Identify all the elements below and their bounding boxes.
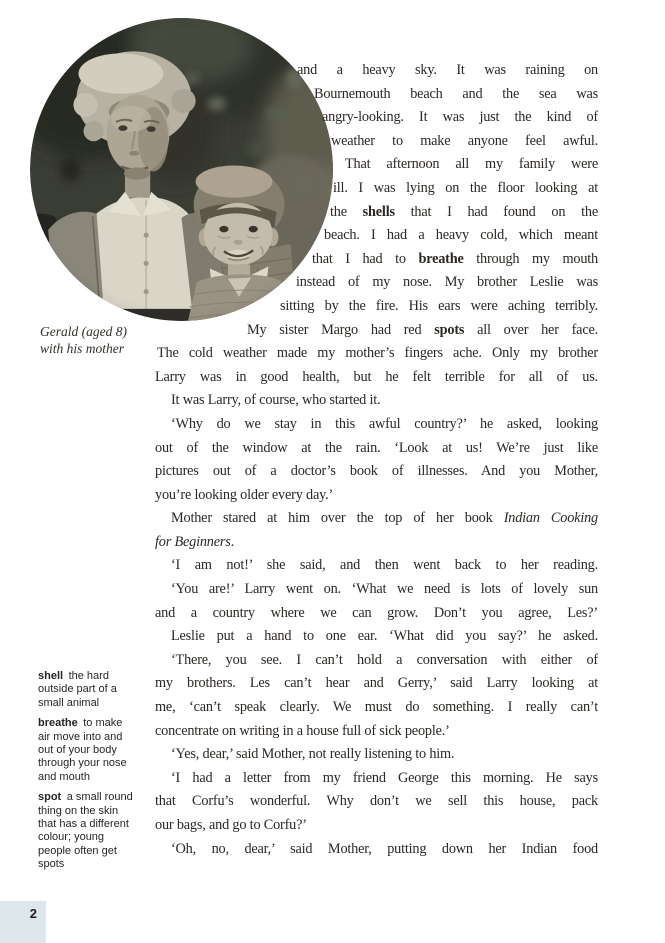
story-line: that I had to breathe through my mouth (312, 250, 598, 267)
story-line: that Corfu’s wonderful. Why don’t we sell this house, pack (155, 793, 598, 810)
caption-line-2: with his mother (40, 340, 125, 356)
story-line: The cold weather made my mother’s fingers ache. Only my brother (157, 345, 598, 362)
story-line: ‘There, you see. I can’t hold a conversation with either of (171, 651, 598, 668)
story-line: sitting by the fire. His ears were aching terribly. (280, 297, 598, 314)
story-line: ‘Why do we stay in this awful country?’ he asked, looking (171, 415, 598, 432)
story-line: instead of my nose. My brother Leslie was (296, 274, 598, 291)
glossary-entry: breathe to make air move into and out of your body through your nose and mouth (38, 717, 127, 783)
story-line: the shells that I had found on the (330, 203, 598, 220)
story-line: It was Larry, of course, who started it. (171, 392, 381, 409)
story-line: our bags, and go to Corfu?’ (155, 817, 307, 833)
story-line: you’re looking older every day.’ (155, 486, 334, 503)
story-line: That afternoon all my family were (345, 156, 598, 173)
story-line: out of the window at the rain. ‘Look at us! We’re just like (155, 439, 598, 456)
caption-line-1: Gerald (aged 8) (40, 324, 127, 339)
glossary-term: spot (38, 791, 62, 804)
story-line: me, ‘can’t speak clearly. We must do something. I really can’t (155, 699, 598, 716)
story-line: angry-looking. It was just the kind of (322, 109, 598, 126)
story-line: and a heavy sky. It was raining on (297, 62, 598, 78)
glossary-entry: spot a small round thing on the skin that has a different colour; young people often get spots (38, 791, 133, 871)
page-number-box (0, 901, 46, 943)
story-line: My sister Margo had red spots all over her face. (247, 321, 598, 338)
story-text (155, 59, 598, 861)
story-line: ‘You are!’ Larry went on. ‘What we need is lots of lovely sun (171, 581, 598, 598)
story-line: Bournemouth beach and the sea was (314, 85, 598, 102)
glossary-term: shell (38, 670, 64, 682)
page-number: 2 (29, 906, 37, 921)
story-line: ‘Yes, dear,’ said Mother, not really listening to him. (171, 746, 455, 763)
glossary-entry: shell the hard outside part of a small animal (38, 670, 117, 709)
story-line: my brothers. Les can’t hear and Gerry,’ said Larry looking at (155, 675, 598, 692)
story-line: for Beginners. (155, 533, 235, 550)
story-line: weather to make anyone feel awful. (331, 132, 598, 149)
photo-caption (40, 324, 152, 357)
story-line: Leslie put a hand to one ear. ‘What did you say?’ he asked. (171, 628, 598, 645)
story-line: pictures out of a doctor’s book of illnesses. And you Mother, (155, 463, 598, 480)
story-line: and a country where we can grow. Don’t you agree, Les?’ (155, 604, 598, 621)
story-line: Larry was in good health, but he felt terrible for all of us. (155, 368, 598, 385)
story-line: concentrate on writing in a house full of sick people.’ (155, 722, 450, 739)
story-line: ‘I had a letter from my friend George this morning. He says (171, 769, 598, 786)
story-line: Mother stared at him over the top of her book Indian Cooking (171, 510, 598, 527)
story-line: ‘Oh, no, dear,’ said Mother, putting down her Indian food (171, 840, 598, 857)
glossary-term: breathe (38, 717, 78, 730)
story-line: ill. I was lying on the floor looking at (333, 179, 598, 196)
story-line: beach. I had a heavy cold, which meant (324, 227, 598, 244)
story-line: ‘I am not!’ she said, and then went back to her reading. (171, 557, 598, 574)
glossary (38, 670, 137, 879)
